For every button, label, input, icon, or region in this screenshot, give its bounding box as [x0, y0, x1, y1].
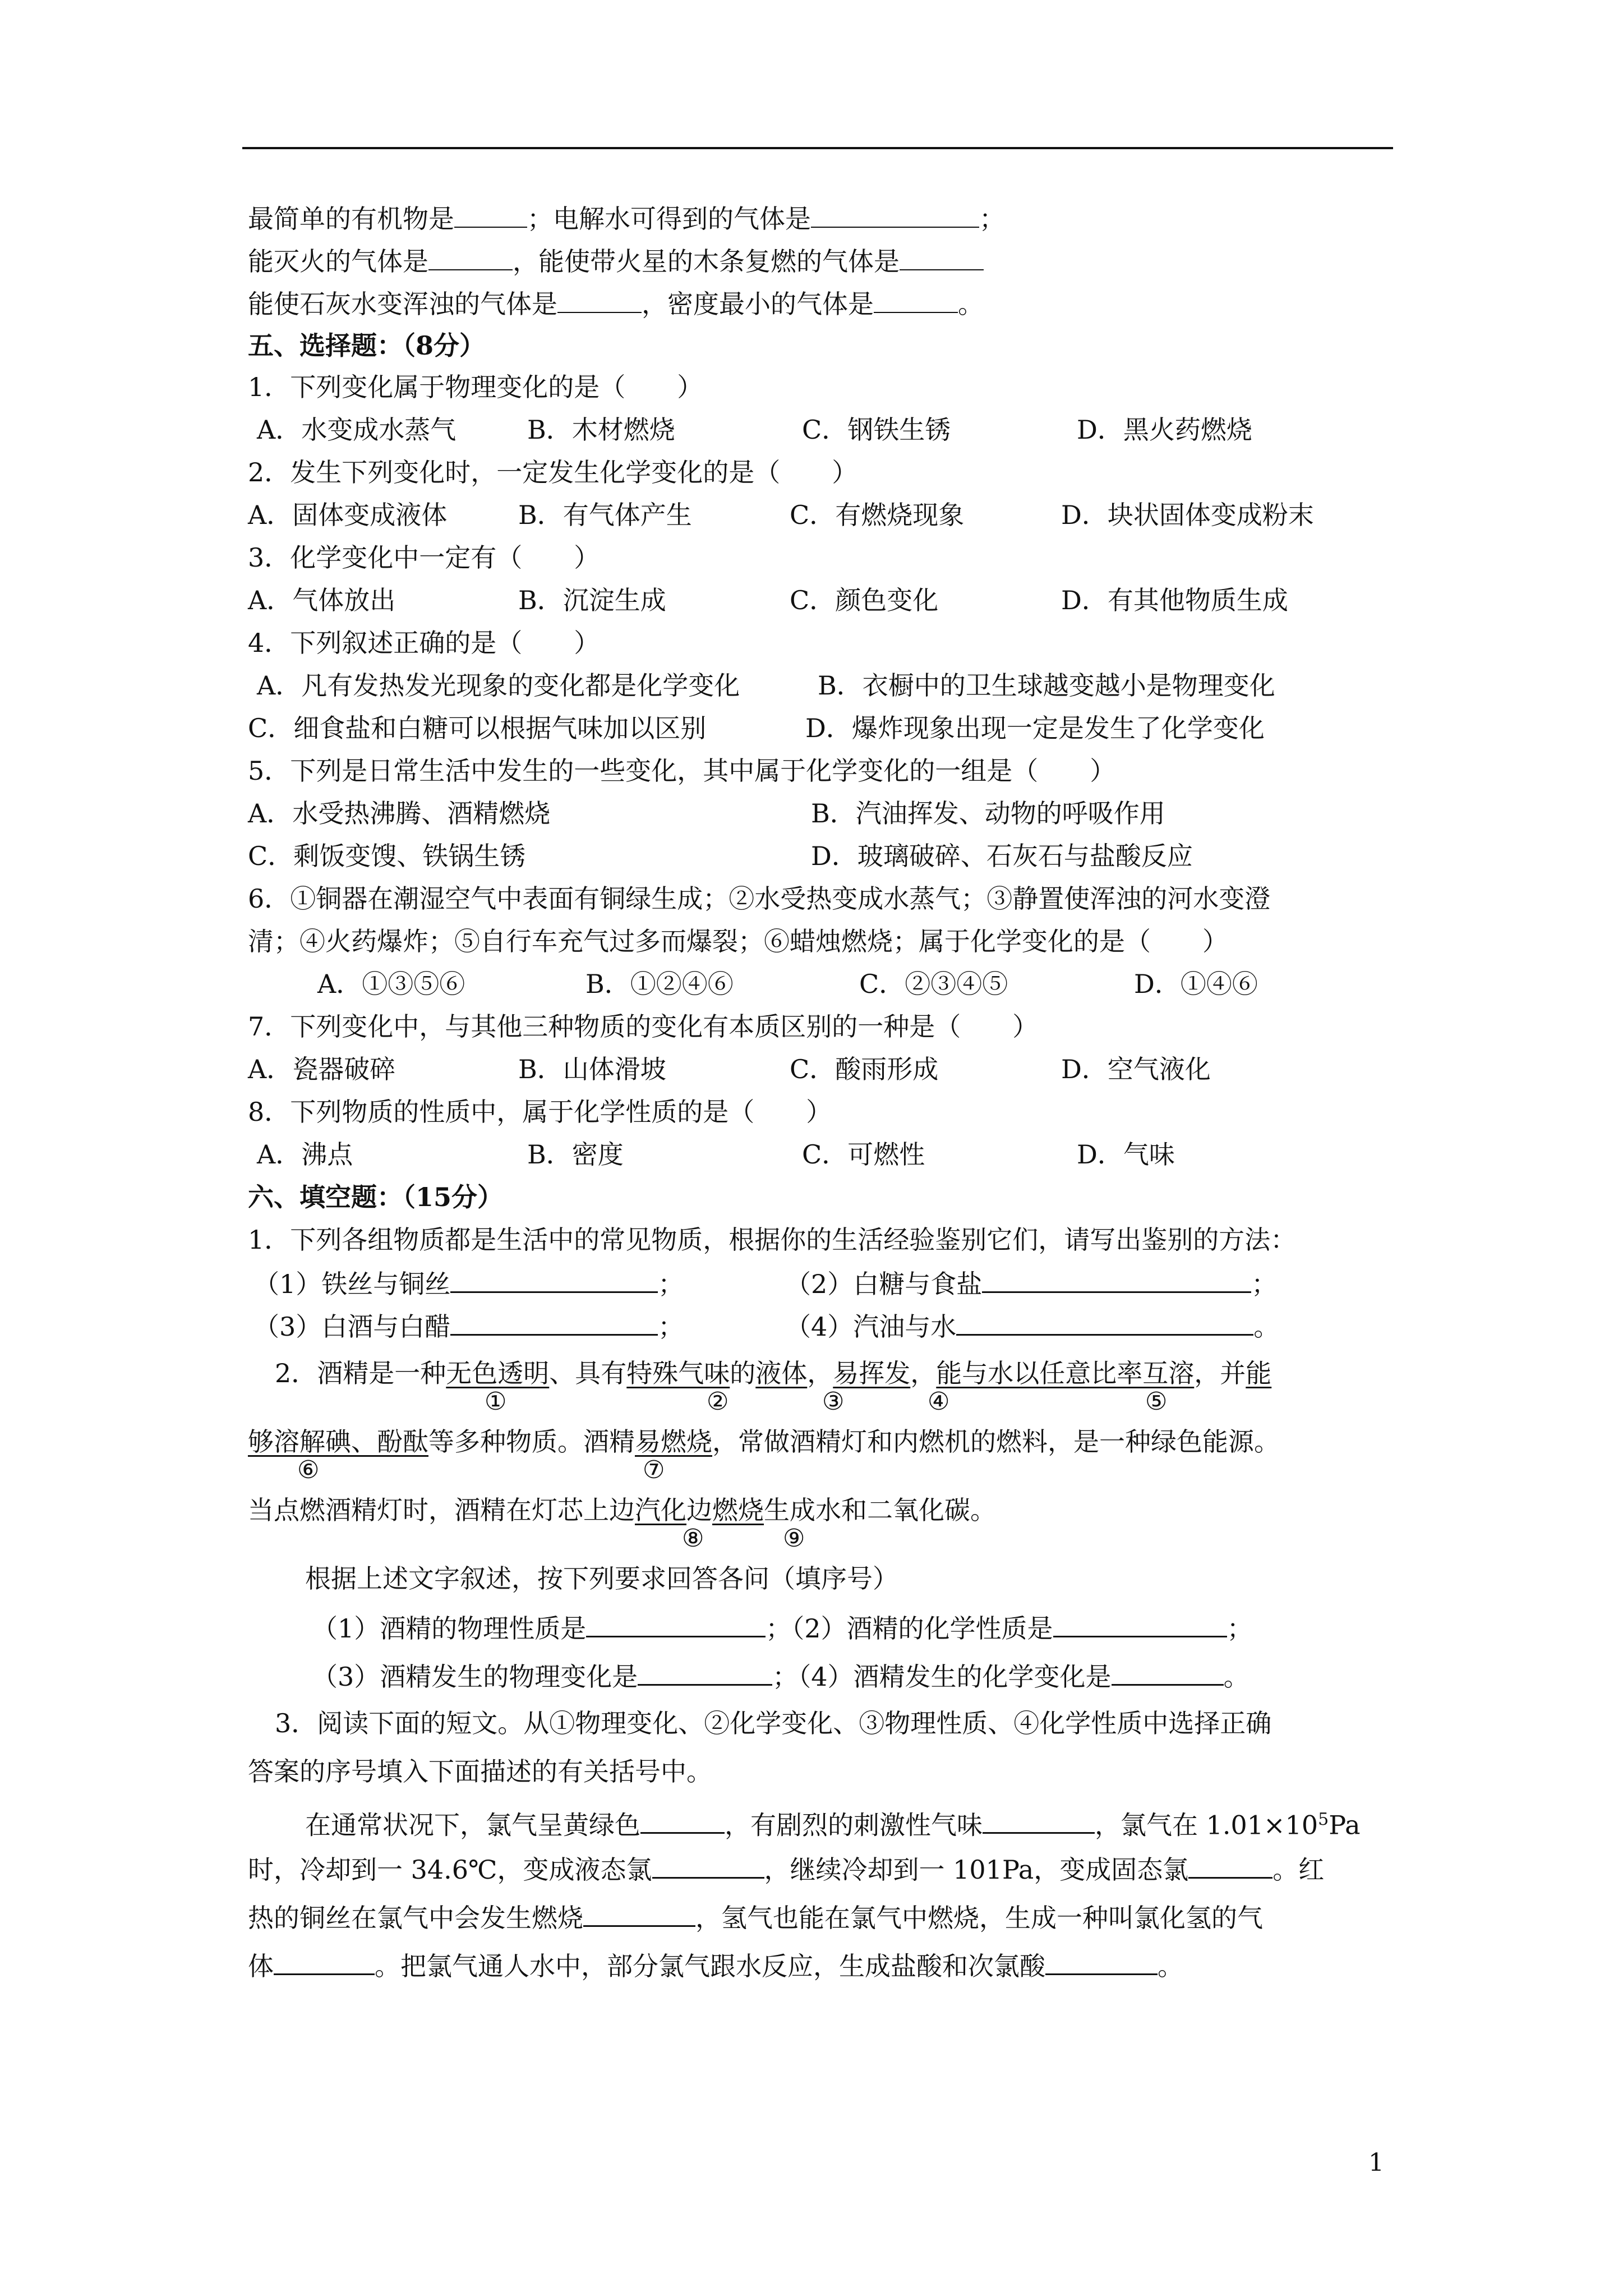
q5-6-option-c[interactable]: C．②③④⑤	[859, 969, 1008, 999]
q5-1-option-a[interactable]: A．水变成水蒸气	[257, 415, 457, 445]
q6-3-line-5: 热的铜丝在氯气中会发生燃烧 ，氢气也能在氯气中燃烧，生成一种叫氯化氢的气	[248, 1899, 1263, 1935]
q5-6-line-1: 6．①铜器在潮湿空气中表面有铜绿生成；②水受热变成水蒸气；③静置使浑浊的河水变澄	[248, 884, 1271, 914]
q6-3-line-3: 在通常状况下，氯气呈黄绿色 ，有剧烈的刺激性气味 ，氯气在 $1.01\times 10^5Pa$	[305, 1803, 1361, 1842]
answer-blank[interactable]	[450, 1308, 658, 1336]
q5-7-option-c[interactable]: C．酸雨形成	[790, 1054, 939, 1084]
q5-4-option-b[interactable]: B．衣橱中的卫生球越变越小是物理变化	[818, 670, 1275, 701]
q6-1-part-4: （4）汽油与水 。	[785, 1308, 1279, 1343]
answer-blank[interactable]	[1112, 1658, 1224, 1686]
answer-blank[interactable]	[428, 243, 513, 270]
q6-2-line-1: 2．酒精是一种无色透明、具有特殊气味的液体，易挥发，能与水以任意比率互溶，并能	[275, 1358, 1272, 1388]
q5-8-option-c[interactable]: C．可燃性	[802, 1139, 925, 1170]
q5-7-option-a[interactable]: A．瓷器破碎	[248, 1054, 396, 1084]
marker-4: ④	[928, 1387, 950, 1416]
answer-blank[interactable]	[450, 1266, 658, 1293]
answer-blank[interactable]	[640, 1806, 725, 1834]
q5-4-option-a[interactable]: A．凡有发热发光现象的变化都是化学变化	[257, 670, 740, 701]
answer-blank[interactable]	[982, 1266, 1251, 1293]
q5-3-option-a[interactable]: A．气体放出	[248, 585, 396, 615]
q5-6-line-2: 清；④火药爆炸；⑤自行车充气过多而爆裂；⑥蜡烛燃烧；属于化学变化的是（ ）	[248, 926, 1228, 956]
s4-line-3: 能使石灰水变浑浊的气体是 ，密度最小的气体是 。	[248, 286, 984, 321]
q5-7: 7．下列变化中，与其他三种物质的变化有本质区别的一种是（ ）	[248, 1011, 1039, 1042]
section-6-heading: 六、填空题：（15分）	[248, 1182, 504, 1212]
q5-4: 4．下列叙述正确的是（ ）	[248, 628, 600, 658]
q5-5-option-a[interactable]: A．水受热沸腾、酒精燃烧	[248, 798, 551, 829]
q5-8-option-d[interactable]: D．气味	[1077, 1139, 1175, 1170]
marker-6: ⑥	[297, 1456, 320, 1484]
marker-9: ⑨	[783, 1524, 805, 1553]
q5-5-option-b[interactable]: B．汽油挥发、动物的呼吸作用	[811, 798, 1165, 829]
q6-1-part-1: （1）铁丝与铜丝 ；	[253, 1266, 684, 1301]
q5-5-option-c[interactable]: C．剩饭变馊、铁锅生锈	[248, 841, 526, 871]
answer-blank[interactable]	[900, 243, 984, 270]
q5-1-option-c[interactable]: C．钢铁生锈	[802, 415, 951, 445]
section-5-heading: 五、选择题：（8分）	[248, 330, 486, 361]
answer-blank[interactable]	[454, 201, 527, 228]
q5-3-option-c[interactable]: C．颜色变化	[790, 585, 939, 615]
answer-blank[interactable]	[583, 1899, 695, 1927]
answer-blank[interactable]	[586, 1610, 766, 1637]
q5-2-option-b[interactable]: B．有气体产生	[518, 500, 692, 530]
answer-blank[interactable]	[956, 1308, 1253, 1336]
q5-8-option-b[interactable]: B．密度	[527, 1139, 624, 1170]
q5-2-option-c[interactable]: C．有燃烧现象	[790, 500, 965, 530]
q5-1: 1．下列变化属于物理变化的是（ ）	[248, 372, 703, 402]
answer-blank[interactable]	[638, 1658, 772, 1686]
marker-8: ⑧	[682, 1524, 704, 1553]
q6-3-line-1: 3．阅读下面的短文。从①物理变化、②化学变化、③物理性质、④化学性质中选择正确	[275, 1708, 1272, 1738]
q5-5: 5．下列是日常生活中发生的一些变化，其中属于化学变化的一组是（ ）	[248, 756, 1116, 786]
q5-1-option-b[interactable]: B．木材燃烧	[527, 415, 675, 445]
q5-3-option-b[interactable]: B．沉淀生成	[518, 585, 666, 615]
q6-3-line-4: 时，冷却到一 34.6℃，变成液态氯 ，继续冷却到一 101Pa，变成固态氯 。红	[248, 1851, 1324, 1887]
marker-3: ③	[822, 1387, 845, 1416]
q5-8-option-a[interactable]: A．沸点	[257, 1139, 353, 1170]
q5-4-option-c[interactable]: C．细食盐和白糖可以根据气味加以区别	[248, 713, 707, 743]
answer-blank[interactable]	[811, 201, 979, 228]
q5-6-option-a[interactable]: A．①③⑤⑥	[317, 969, 465, 999]
q6-2-line-2: 够溶解碘、酚酞等多种物质。酒精易燃烧，常做酒精灯和内燃机的燃料，是一种绿色能源。	[248, 1427, 1280, 1457]
s4-line-2: 能灭火的气体是 ，能使带火星的木条复燃的气体是	[248, 243, 984, 278]
q5-4-option-d[interactable]: D．爆炸现象出现一定是发生了化学变化	[805, 713, 1265, 743]
q6-2-line-3: 当点燃酒精灯时，酒精在灯芯上边汽化边燃烧生成水和二氧化碳。	[248, 1495, 996, 1525]
q5-6-option-b[interactable]: B．①②④⑥	[585, 969, 734, 999]
marker-5: ⑤	[1145, 1387, 1168, 1416]
q6-2-answer-line-2: （3）酒精发生的物理变化是 ；（4）酒精发生的化学变化是 。	[312, 1658, 1249, 1694]
answer-blank[interactable]	[1053, 1610, 1227, 1637]
marker-1: ①	[485, 1387, 507, 1416]
answer-blank[interactable]	[1045, 1948, 1158, 1975]
q6-1: 1．下列各组物质都是生活中的常见物质，根据你的生活经验鉴别它们，请写出鉴别的方法：	[248, 1225, 1297, 1255]
q6-3-line-2: 答案的序号填入下面描述的有关括号中。	[248, 1756, 712, 1787]
q6-1-part-2: （2）白糖与食盐 ；	[785, 1266, 1277, 1301]
q5-3: 3．化学变化中一定有（ ）	[248, 542, 600, 573]
q6-1-part-3: （3）白酒与白醋 ；	[253, 1308, 684, 1343]
answer-blank[interactable]	[652, 1851, 764, 1879]
answer-blank[interactable]	[1188, 1851, 1272, 1879]
q6-2-instruction: 根据上述文字叙述，按下列要求回答各问（填序号）	[305, 1563, 898, 1594]
answer-blank[interactable]	[983, 1806, 1095, 1834]
answer-blank[interactable]	[557, 286, 642, 313]
q6-3-line-6: 体 。把氯气通人水中，部分氯气跟水反应，生成盐酸和次氯酸 。	[248, 1948, 1183, 1983]
answer-blank[interactable]	[874, 286, 958, 313]
q5-6-option-d[interactable]: D．①④⑥	[1134, 969, 1258, 999]
q5-5-option-d[interactable]: D．玻璃破碎、石灰石与盐酸反应	[811, 841, 1193, 871]
s4-line-1: 最简单的有机物是 ；电解水可得到的气体是 ；	[248, 201, 1005, 236]
q5-8: 8．下列物质的性质中，属于化学性质的是（ ）	[248, 1097, 832, 1127]
page-number: 1	[1368, 2148, 1384, 2177]
marker-7: ⑦	[643, 1456, 665, 1484]
answer-blank[interactable]	[274, 1948, 375, 1975]
q5-7-option-d[interactable]: D．空气液化	[1061, 1054, 1211, 1084]
q5-1-option-d[interactable]: D．黑火药燃烧	[1077, 415, 1252, 445]
q6-2-answer-line-1: （1）酒精的物理性质是 ；（2）酒精的化学性质是 ；	[312, 1610, 1253, 1645]
q5-7-option-b[interactable]: B．山体滑坡	[518, 1054, 666, 1084]
q5-2-option-d[interactable]: D．块状固体变成粉末	[1061, 500, 1314, 530]
marker-2: ②	[707, 1387, 729, 1416]
q5-2: 2．发生下列变化时，一定发生化学变化的是（ ）	[248, 457, 858, 487]
q5-2-option-a[interactable]: A．固体变成液体	[248, 500, 448, 530]
header-rule	[242, 147, 1393, 149]
q5-3-option-d[interactable]: D．有其他物质生成	[1061, 585, 1288, 615]
